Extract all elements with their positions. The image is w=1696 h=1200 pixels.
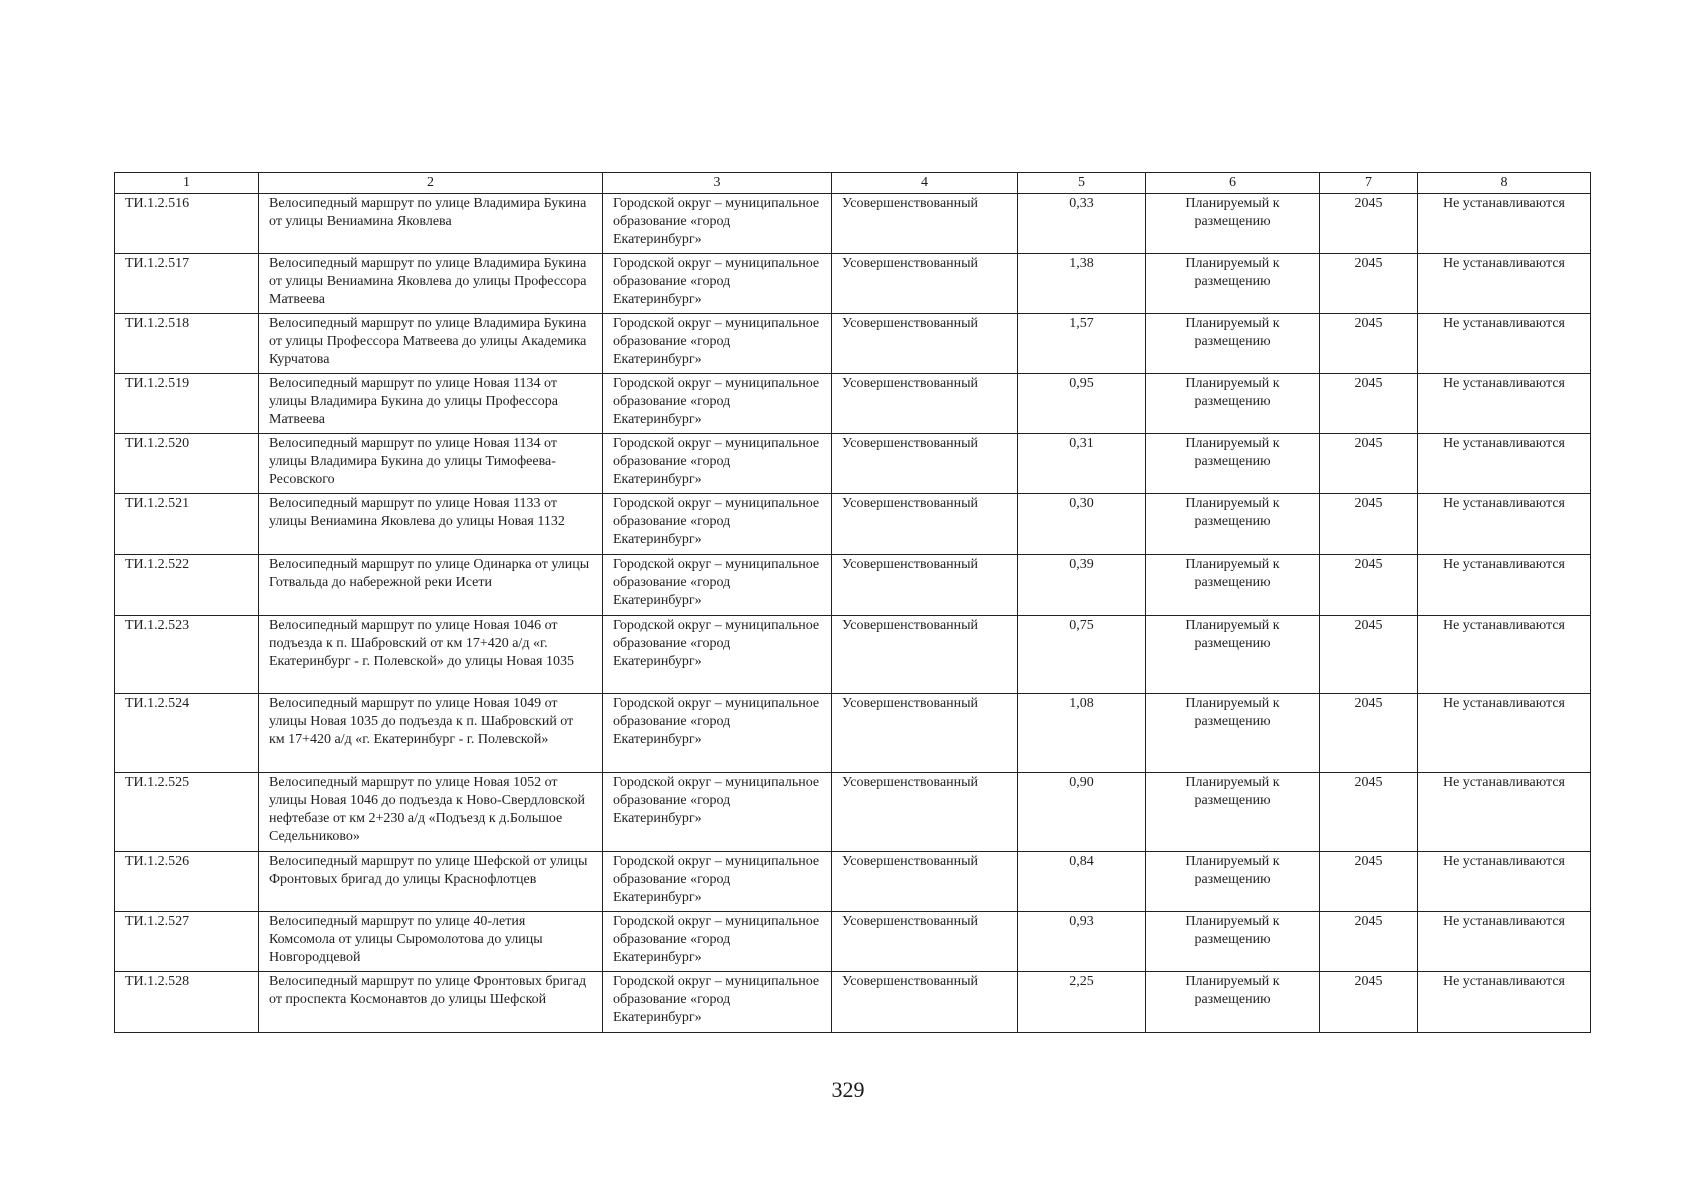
row-year-cell: 2045 xyxy=(1320,694,1418,773)
row-type-cell: Усовершенствованный xyxy=(832,972,1018,1033)
row-zone-cell: Не устанавливаются xyxy=(1418,434,1591,494)
row-id-cell: ТИ.1.2.527 xyxy=(115,912,259,972)
table-row xyxy=(115,912,1591,972)
table-header-row xyxy=(115,173,1591,194)
row-status-cell: Планируемый к размещению xyxy=(1146,494,1320,555)
column-header-4: 4 xyxy=(832,173,1018,194)
row-status-cell: Планируемый к размещению xyxy=(1146,314,1320,374)
row-status-cell: Планируемый к размещению xyxy=(1146,972,1320,1033)
row-owner-cell: Городской округ – муниципальное образование «город Екатеринбург» xyxy=(603,616,832,694)
row-id-cell: ТИ.1.2.518 xyxy=(115,314,259,374)
row-zone-cell: Не устанавливаются xyxy=(1418,494,1591,555)
row-zone-cell: Не устанавливаются xyxy=(1418,694,1591,773)
row-zone-cell: Не устанавливаются xyxy=(1418,314,1591,374)
row-length-cell: 0,95 xyxy=(1018,374,1146,434)
row-id-cell: ТИ.1.2.528 xyxy=(115,972,259,1033)
row-zone-cell: Не устанавливаются xyxy=(1418,555,1591,616)
row-year-cell: 2045 xyxy=(1320,972,1418,1033)
row-status-cell: Планируемый к размещению xyxy=(1146,773,1320,852)
row-zone-cell: Не устанавливаются xyxy=(1418,972,1591,1033)
page-number: 329 xyxy=(831,1077,865,1102)
row-id-cell: ТИ.1.2.522 xyxy=(115,555,259,616)
table-row xyxy=(115,852,1591,912)
row-status-cell: Планируемый к размещению xyxy=(1146,434,1320,494)
table-row xyxy=(115,616,1591,694)
row-description-cell: Велосипедный маршрут по улице Владимира Букина от улицы Вениамина Яковлева xyxy=(259,194,603,254)
row-owner-cell: Городской округ – муниципальное образование «город Екатеринбург» xyxy=(603,852,832,912)
row-year-cell: 2045 xyxy=(1320,434,1418,494)
row-id-cell: ТИ.1.2.525 xyxy=(115,773,259,852)
table-row xyxy=(115,314,1591,374)
row-year-cell: 2045 xyxy=(1320,773,1418,852)
row-zone-cell: Не устанавливаются xyxy=(1418,616,1591,694)
row-year-cell: 2045 xyxy=(1320,555,1418,616)
table-body xyxy=(115,194,1591,1033)
row-status-cell: Планируемый к размещению xyxy=(1146,616,1320,694)
row-description-cell: Велосипедный маршрут по улице Новая 1133 от улицы Вениамина Яковлева до улицы Новая 1132 xyxy=(259,494,603,555)
row-year-cell: 2045 xyxy=(1320,852,1418,912)
row-year-cell: 2045 xyxy=(1320,616,1418,694)
row-id-cell: ТИ.1.2.520 xyxy=(115,434,259,494)
table-row xyxy=(115,773,1591,852)
row-length-cell: 0,93 xyxy=(1018,912,1146,972)
row-length-cell: 0,30 xyxy=(1018,494,1146,555)
column-header-7: 7 xyxy=(1320,173,1418,194)
row-zone-cell: Не устанавливаются xyxy=(1418,374,1591,434)
row-status-cell: Планируемый к размещению xyxy=(1146,852,1320,912)
row-zone-cell: Не устанавливаются xyxy=(1418,912,1591,972)
row-year-cell: 2045 xyxy=(1320,912,1418,972)
row-description-cell: Велосипедный маршрут по улице Новая 1046 от подъезда к п. Шабровский от км 17+420 а/д «г. Екатеринбург - г. Полевской» до улицы Новая 1035 xyxy=(259,616,603,694)
row-year-cell: 2045 xyxy=(1320,374,1418,434)
row-description-cell: Велосипедный маршрут по улице Одинарка от улицы Готвальда до набережной реки Исети xyxy=(259,555,603,616)
row-zone-cell: Не устанавливаются xyxy=(1418,852,1591,912)
row-owner-cell: Городской округ – муниципальное образование «город Екатеринбург» xyxy=(603,773,832,852)
row-zone-cell: Не устанавливаются xyxy=(1418,773,1591,852)
row-description-cell: Велосипедный маршрут по улице Новая 1134 от улицы Владимира Букина до улицы Тимофеева-Ресовского xyxy=(259,434,603,494)
row-type-cell: Усовершенствованный xyxy=(832,912,1018,972)
table-row xyxy=(115,555,1591,616)
row-type-cell: Усовершенствованный xyxy=(832,194,1018,254)
row-year-cell: 2045 xyxy=(1320,494,1418,555)
row-length-cell: 2,25 xyxy=(1018,972,1146,1033)
row-length-cell: 0,84 xyxy=(1018,852,1146,912)
row-description-cell: Велосипедный маршрут по улице 40-летия Комсомола от улицы Сыромолотова до улицы Новгородцевой xyxy=(259,912,603,972)
row-length-cell: 0,39 xyxy=(1018,555,1146,616)
column-header-2: 2 xyxy=(259,173,603,194)
row-id-cell: ТИ.1.2.517 xyxy=(115,254,259,314)
row-id-cell: ТИ.1.2.521 xyxy=(115,494,259,555)
row-status-cell: Планируемый к размещению xyxy=(1146,374,1320,434)
row-type-cell: Усовершенствованный xyxy=(832,254,1018,314)
row-owner-cell: Городской округ – муниципальное образование «город Екатеринбург» xyxy=(603,694,832,773)
column-header-8: 8 xyxy=(1418,173,1591,194)
row-zone-cell: Не устанавливаются xyxy=(1418,194,1591,254)
row-type-cell: Усовершенствованный xyxy=(832,494,1018,555)
table-row xyxy=(115,194,1591,254)
row-description-cell: Велосипедный маршрут по улице Владимира Букина от улицы Профессора Матвеева до улицы Академика Курчатова xyxy=(259,314,603,374)
row-zone-cell: Не устанавливаются xyxy=(1418,254,1591,314)
row-length-cell: 1,57 xyxy=(1018,314,1146,374)
row-description-cell: Велосипедный маршрут по улице Новая 1049 от улицы Новая 1035 до подъезда к п. Шабровский от км 17+420 а/д «г. Екатеринбург - г. Полевской» xyxy=(259,694,603,773)
table-row xyxy=(115,254,1591,314)
column-header-3: 3 xyxy=(603,173,832,194)
table-row xyxy=(115,972,1591,1033)
row-length-cell: 1,08 xyxy=(1018,694,1146,773)
row-length-cell: 0,33 xyxy=(1018,194,1146,254)
row-description-cell: Велосипедный маршрут по улице Фронтовых бригад от проспекта Космонавтов до улицы Шефской xyxy=(259,972,603,1033)
table-row xyxy=(115,374,1591,434)
row-owner-cell: Городской округ – муниципальное образование «город Екатеринбург» xyxy=(603,374,832,434)
row-status-cell: Планируемый к размещению xyxy=(1146,912,1320,972)
row-status-cell: Планируемый к размещению xyxy=(1146,194,1320,254)
row-type-cell: Усовершенствованный xyxy=(832,314,1018,374)
row-length-cell: 0,31 xyxy=(1018,434,1146,494)
row-type-cell: Усовершенствованный xyxy=(832,773,1018,852)
row-description-cell: Велосипедный маршрут по улице Новая 1052 от улицы Новая 1046 до подъезда к Ново-Свердловской нефтебазе от км 2+230 а/д «Подъезд к д.Большое Седельниково» xyxy=(259,773,603,852)
row-owner-cell: Городской округ – муниципальное образование «город Екатеринбург» xyxy=(603,434,832,494)
row-id-cell: ТИ.1.2.524 xyxy=(115,694,259,773)
row-type-cell: Усовершенствованный xyxy=(832,434,1018,494)
row-status-cell: Планируемый к размещению xyxy=(1146,555,1320,616)
row-owner-cell: Городской округ – муниципальное образование «город Екатеринбург» xyxy=(603,254,832,314)
row-id-cell: ТИ.1.2.519 xyxy=(115,374,259,434)
row-owner-cell: Городской округ – муниципальное образование «город Екатеринбург» xyxy=(603,194,832,254)
row-year-cell: 2045 xyxy=(1320,194,1418,254)
infrastructure-table xyxy=(114,172,1591,1033)
row-type-cell: Усовершенствованный xyxy=(832,616,1018,694)
row-type-cell: Усовершенствованный xyxy=(832,555,1018,616)
row-owner-cell: Городской округ – муниципальное образование «город Екатеринбург» xyxy=(603,912,832,972)
row-owner-cell: Городской округ – муниципальное образование «город Екатеринбург» xyxy=(603,972,832,1033)
table-row xyxy=(115,494,1591,555)
row-description-cell: Велосипедный маршрут по улице Шефской от улицы Фронтовых бригад до улицы Краснофлотцев xyxy=(259,852,603,912)
row-year-cell: 2045 xyxy=(1320,254,1418,314)
column-header-1: 1 xyxy=(115,173,259,194)
row-description-cell: Велосипедный маршрут по улице Владимира Букина от улицы Вениамина Яковлева до улицы Профессора Матвеева xyxy=(259,254,603,314)
row-type-cell: Усовершенствованный xyxy=(832,852,1018,912)
row-status-cell: Планируемый к размещению xyxy=(1146,694,1320,773)
row-type-cell: Усовершенствованный xyxy=(832,374,1018,434)
row-description-cell: Велосипедный маршрут по улице Новая 1134 от улицы Владимира Букина до улицы Профессора Матвеева xyxy=(259,374,603,434)
table-row xyxy=(115,694,1591,773)
row-owner-cell: Городской округ – муниципальное образование «город Екатеринбург» xyxy=(603,555,832,616)
row-length-cell: 0,75 xyxy=(1018,616,1146,694)
row-type-cell: Усовершенствованный xyxy=(832,694,1018,773)
row-year-cell: 2045 xyxy=(1320,314,1418,374)
row-length-cell: 1,38 xyxy=(1018,254,1146,314)
row-id-cell: ТИ.1.2.516 xyxy=(115,194,259,254)
row-status-cell: Планируемый к размещению xyxy=(1146,254,1320,314)
row-length-cell: 0,90 xyxy=(1018,773,1146,852)
row-id-cell: ТИ.1.2.523 xyxy=(115,616,259,694)
row-owner-cell: Городской округ – муниципальное образование «город Екатеринбург» xyxy=(603,494,832,555)
column-header-6: 6 xyxy=(1146,173,1320,194)
table-row xyxy=(115,434,1591,494)
row-owner-cell: Городской округ – муниципальное образование «город Екатеринбург» xyxy=(603,314,832,374)
column-header-5: 5 xyxy=(1018,173,1146,194)
row-id-cell: ТИ.1.2.526 xyxy=(115,852,259,912)
